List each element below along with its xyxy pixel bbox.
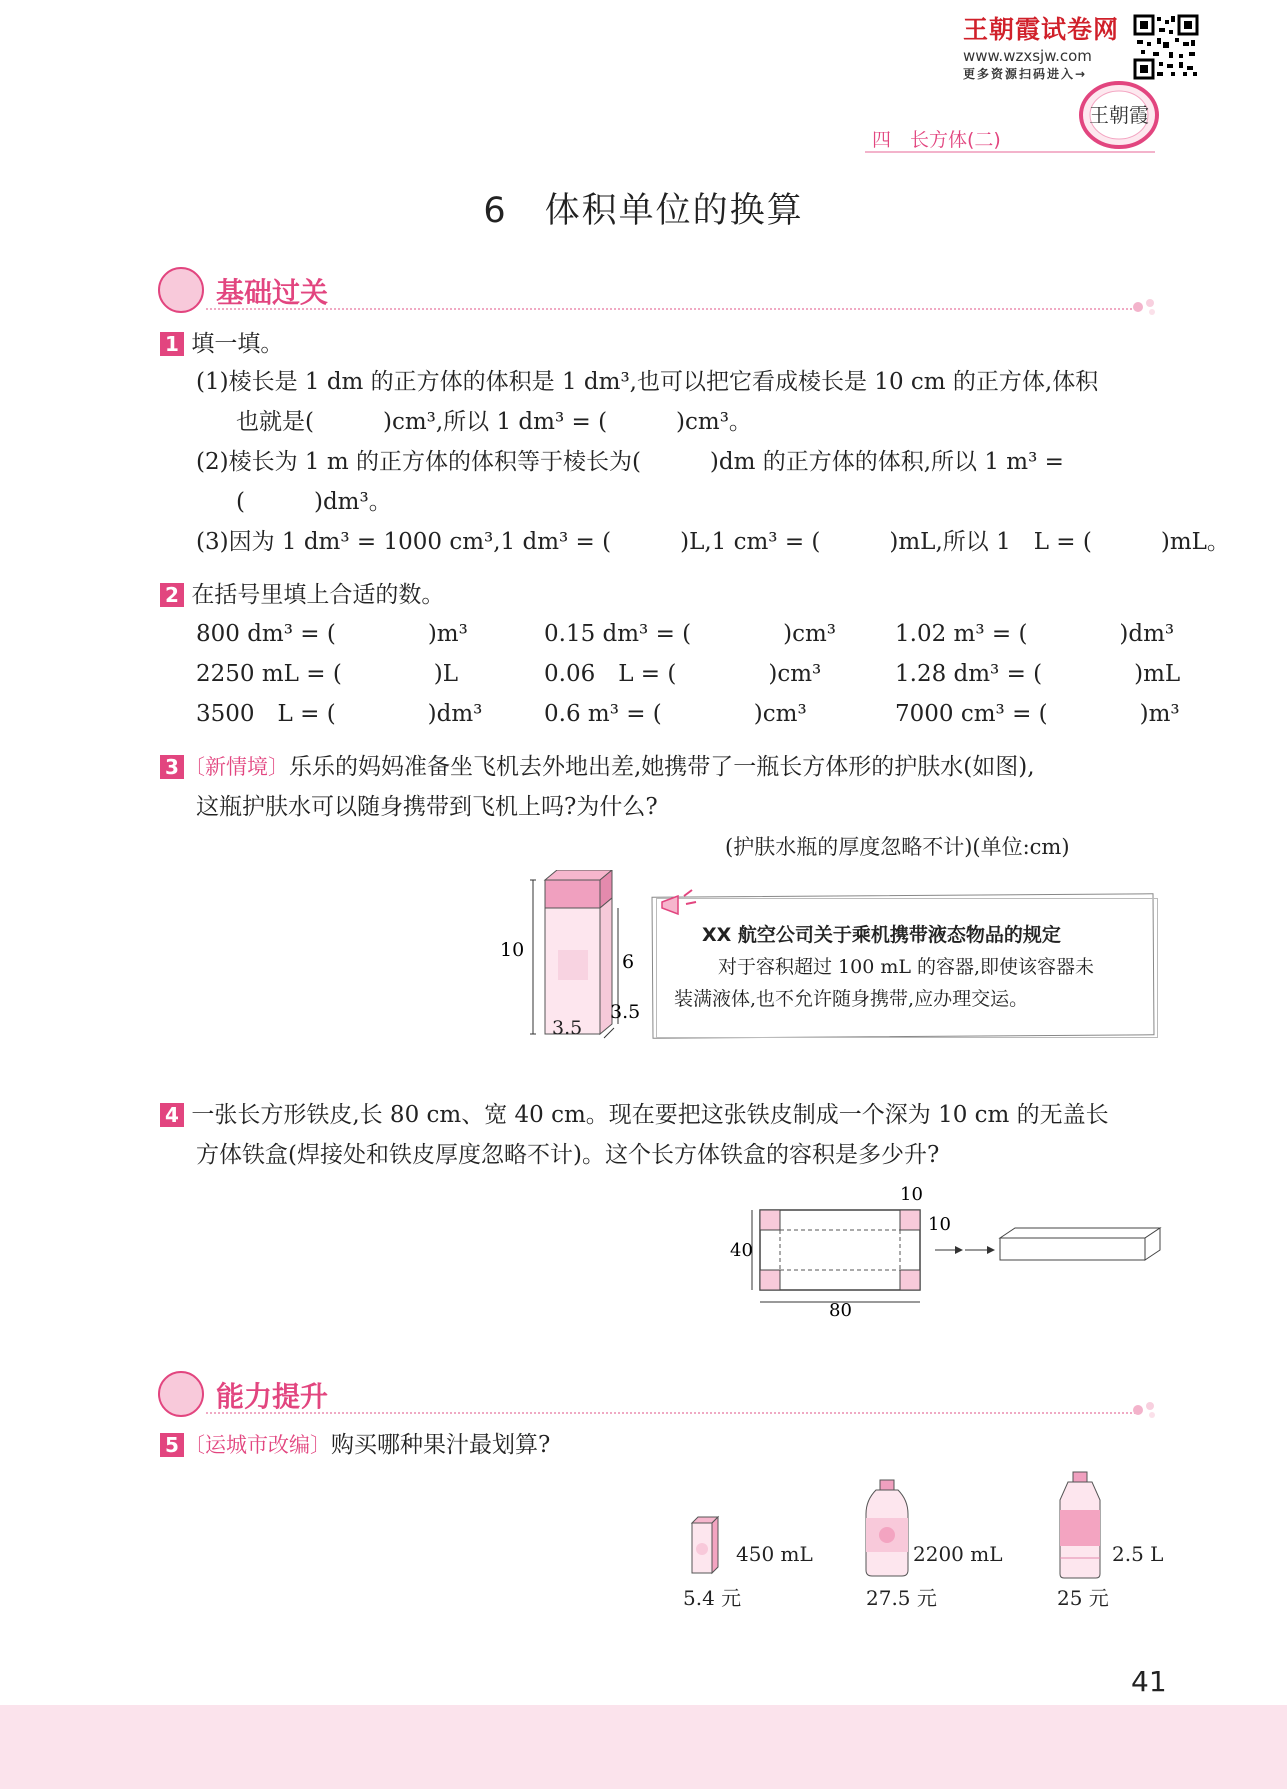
q2-item: 2250 mL = ( )L <box>196 661 459 687</box>
question-4-line-2: 方体铁盒(焊接处和铁皮厚度忽略不计)。这个长方体铁盒的容积是多少升? <box>196 1142 940 1168</box>
dim-width-label: 3.5 <box>552 1017 583 1039</box>
question-3-line-2: 这瓶护肤水可以随身携带到飞机上吗?为什么? <box>196 794 658 820</box>
question-text: 乐乐的妈妈准备坐飞机去外地出差,她携带了一瓶长方体形的护肤水(如图), <box>289 754 1035 780</box>
brand-url[interactable]: www.wzxsjw.com <box>963 47 1092 65</box>
section-title-basic: 基础过关 <box>216 276 329 309</box>
question-2-stem <box>160 578 444 612</box>
dim-length-label: 80 <box>829 1300 852 1320</box>
page-title: 6 体积单位的换算 <box>483 191 804 231</box>
dim-width-label: 40 <box>730 1240 753 1261</box>
product-volume: 2200 mL <box>913 1542 1003 1566</box>
qr-code-icon[interactable] <box>1133 14 1199 80</box>
question-text: 在括号里填上合适的数。 <box>191 582 445 608</box>
q2-item: 7000 cm³ = ( )m³ <box>895 701 1180 727</box>
seal-text: 王朝霞 <box>1089 103 1149 127</box>
dim-height-label: 10 <box>500 939 525 961</box>
dots-decoration-icon <box>1130 295 1160 315</box>
product-price: 27.5 元 <box>866 1586 937 1610</box>
brand-block <box>963 10 1119 82</box>
airline-rule-line-1: 对于容积超过 100 mL 的容器,即使该容器未 <box>718 956 1095 978</box>
question-3-note: (护肤水瓶的厚度忽略不计)(单位:cm) <box>725 835 1070 859</box>
dim-corner-top-label: 10 <box>900 1184 923 1205</box>
brand-cta: 更多资源扫码进入→ <box>963 67 1088 81</box>
question-text: 购买哪种果汁最划算? <box>331 1432 551 1458</box>
question-5-stem <box>160 1428 550 1462</box>
q1-line-2: 也就是( )cm³,所以 1 dm³ = ( )cm³。 <box>236 409 752 435</box>
question-number: 3 <box>160 755 184 779</box>
juice-bottle-icon <box>862 1478 912 1578</box>
q2-item: 800 dm³ = ( )m³ <box>196 621 468 647</box>
product-volume: 450 mL <box>736 1542 813 1566</box>
student-avatar-icon <box>158 1371 204 1417</box>
question-3-line-1 <box>160 750 1035 784</box>
dim-depth-label: 3.5 <box>610 1001 641 1023</box>
girl-avatar-icon <box>158 267 204 313</box>
brand-name: 王朝霞试卷网 <box>963 15 1120 44</box>
q2-item: 0.06 L = ( )cm³ <box>544 661 822 687</box>
seal-logo <box>1078 80 1160 150</box>
question-number: 1 <box>160 332 184 356</box>
juice-large-bottle-icon <box>1052 1470 1108 1580</box>
juice-carton-icon <box>688 1515 722 1575</box>
product-price: 25 元 <box>1057 1586 1109 1610</box>
product-price: 5.4 元 <box>683 1586 742 1610</box>
section-divider <box>206 1412 1136 1414</box>
q2-item: 1.28 dm³ = ( )mL <box>895 661 1181 687</box>
dim-corner-side-label: 10 <box>928 1214 951 1235</box>
q2-item: 0.15 dm³ = ( )cm³ <box>544 621 837 647</box>
question-number: 4 <box>160 1103 184 1127</box>
dots-decoration-icon <box>1130 1398 1160 1418</box>
footer-band <box>0 1705 1287 1789</box>
q2-item: 3500 L = ( )dm³ <box>196 701 483 727</box>
question-number: 2 <box>160 583 184 607</box>
question-text: 一张长方形铁皮,长 80 cm、宽 40 cm。现在要把这张铁皮制成一个深为 10 cm 的无盖长 <box>191 1102 1109 1128</box>
q1-line-1: (1)棱长是 1 dm 的正方体的体积是 1 dm³,也可以把它看成棱长是 10 cm 的正方体,体积 <box>196 369 1099 395</box>
chapter-label: 四 长方体(二) <box>872 129 1001 151</box>
q1-line-3: (2)棱长为 1 m 的正方体的体积等于棱长为( )dm 的正方体的体积,所以 1 m³ = <box>196 449 1064 475</box>
question-tag: 〔运城市改编〕 <box>184 1433 331 1457</box>
q1-line-5: (3)因为 1 dm³ = 1000 cm³,1 dm³ = ( )L,1 cm³ = ( )mL,所以 1 L = ( )mL。 <box>196 529 1230 555</box>
iron-sheet-figure <box>725 1180 1165 1320</box>
chapter-underline <box>865 151 1155 153</box>
megaphone-icon <box>658 888 708 920</box>
question-number: 5 <box>160 1433 184 1457</box>
q2-item: 1.02 m³ = ( )dm³ <box>895 621 1175 647</box>
section-title-advanced: 能力提升 <box>216 1380 329 1413</box>
q1-line-4: ( )dm³。 <box>236 489 392 515</box>
product-volume: 2.5 L <box>1112 1542 1164 1566</box>
q2-item: 0.6 m³ = ( )cm³ <box>544 701 807 727</box>
question-text: 填一填。 <box>191 331 284 357</box>
airline-rule-title: XX 航空公司关于乘机携带液态物品的规定 <box>702 924 1061 946</box>
page-number: 41 <box>1131 1665 1167 1698</box>
airline-rule-line-2: 装满液体,也不允许随身携带,应办理交运。 <box>674 988 1029 1010</box>
question-tag: 〔新情境〕 <box>184 755 289 779</box>
dim-inner-label: 6 <box>622 951 635 973</box>
skincare-bottle-figure <box>500 870 650 1040</box>
question-1-stem <box>160 327 283 361</box>
section-divider <box>206 308 1136 310</box>
question-4-line-1 <box>160 1098 1109 1132</box>
